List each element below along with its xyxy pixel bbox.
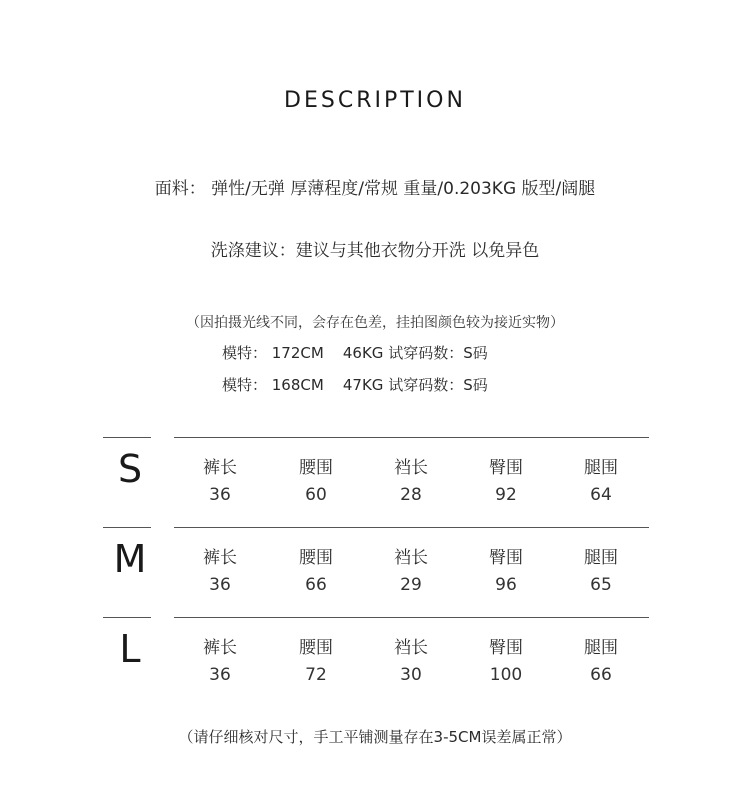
footer-note: （请仔细核对尺寸，手工平铺测量存在3-5CM误差属正常） bbox=[178, 728, 572, 746]
model-info-2: 模特： 168CM 47KG 试穿码数：S码 bbox=[222, 376, 488, 394]
cell-value: 28 bbox=[400, 485, 422, 505]
size-block-m bbox=[0, 527, 750, 617]
cell-label: 裤长 bbox=[203, 548, 237, 568]
cell-label: 腿围 bbox=[584, 458, 618, 478]
divider-left bbox=[103, 437, 151, 438]
cell-value: 30 bbox=[400, 665, 422, 685]
cell-label: 腰围 bbox=[299, 548, 333, 568]
cell-value: 92 bbox=[495, 485, 517, 505]
cell-label: 裤长 bbox=[203, 458, 237, 478]
cell-label: 腿围 bbox=[584, 638, 618, 658]
cell-label: 裤长 bbox=[203, 638, 237, 658]
cell-value: 36 bbox=[209, 485, 231, 505]
cell-value: 65 bbox=[590, 575, 612, 595]
cell-label: 臀围 bbox=[489, 548, 523, 568]
cell-label: 腰围 bbox=[299, 458, 333, 478]
size-letter: L bbox=[119, 627, 141, 671]
divider-right bbox=[174, 617, 649, 618]
divider-right bbox=[174, 527, 649, 528]
cell-label: 裆长 bbox=[394, 548, 428, 568]
divider-left bbox=[103, 617, 151, 618]
cell-label: 腰围 bbox=[299, 638, 333, 658]
divider-right bbox=[174, 437, 649, 438]
size-letter: S bbox=[117, 447, 143, 491]
cell-label: 裆长 bbox=[394, 458, 428, 478]
cell-value: 100 bbox=[489, 665, 523, 685]
cell-value: 29 bbox=[400, 575, 422, 595]
wash-line: 洗涤建议：建议与其他衣物分开洗 以免异色 bbox=[210, 241, 540, 261]
cell-value: 66 bbox=[590, 665, 612, 685]
size-block-s bbox=[0, 437, 750, 527]
model-info-1: 模特： 172CM 46KG 试穿码数：S码 bbox=[222, 344, 488, 362]
cell-label: 腿围 bbox=[584, 548, 618, 568]
cell-label: 臀围 bbox=[489, 458, 523, 478]
cell-value: 36 bbox=[209, 575, 231, 595]
cell-label: 裆长 bbox=[394, 638, 428, 658]
size-letter: M bbox=[113, 537, 147, 581]
cell-value: 66 bbox=[305, 575, 327, 595]
photo-note: （因拍摄光线不同，会存在色差，挂拍图颜色较为接近实物） bbox=[186, 315, 564, 331]
fabric-line: 面料： 弹性/无弹 厚薄程度/常规 重量/0.203KG 版型/阔腿 bbox=[154, 179, 596, 199]
cell-value: 96 bbox=[495, 575, 517, 595]
cell-label: 臀围 bbox=[489, 638, 523, 658]
cell-value: 72 bbox=[305, 665, 327, 685]
divider-left bbox=[103, 527, 151, 528]
size-block-l bbox=[0, 617, 750, 707]
cell-value: 64 bbox=[590, 485, 612, 505]
cell-value: 36 bbox=[209, 665, 231, 685]
description-title: DESCRIPTION bbox=[284, 88, 466, 113]
cell-value: 60 bbox=[305, 485, 327, 505]
